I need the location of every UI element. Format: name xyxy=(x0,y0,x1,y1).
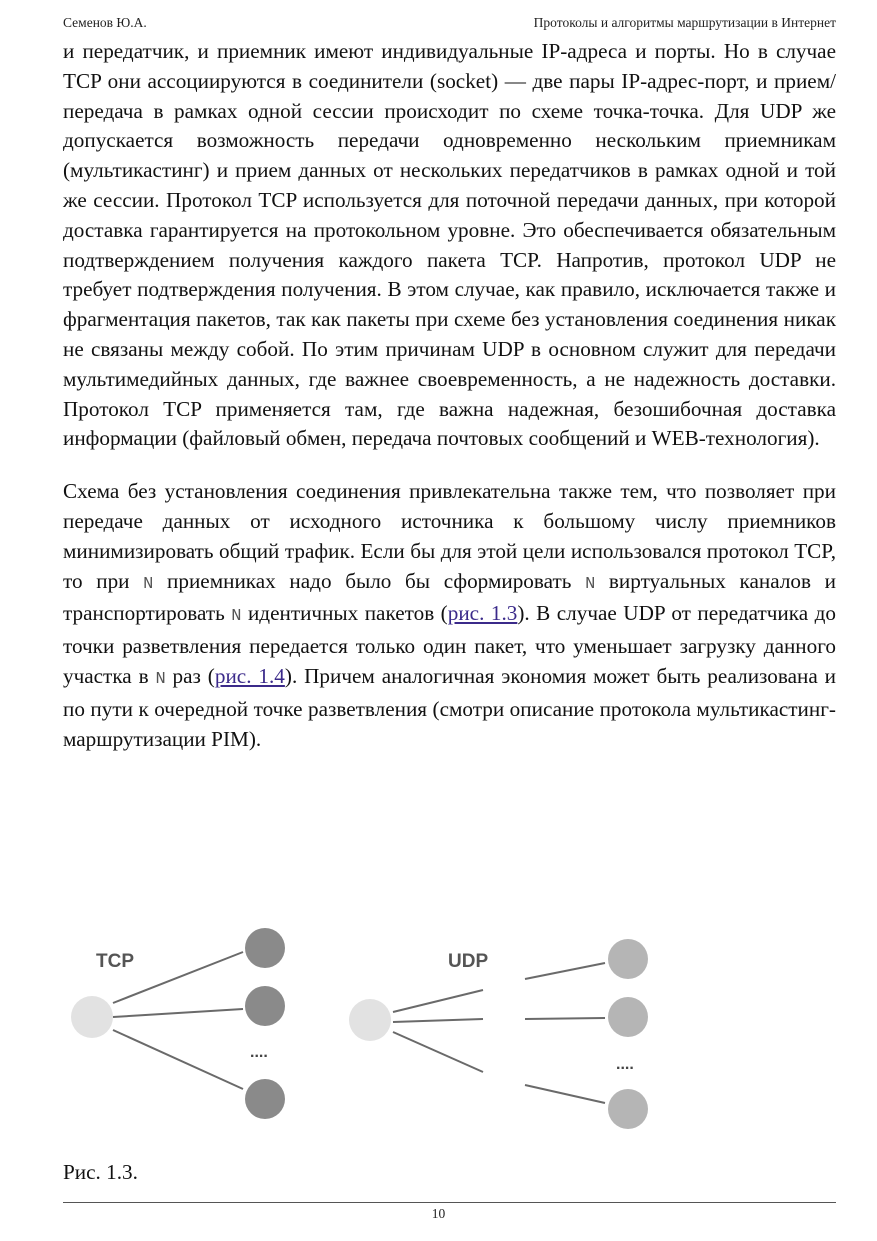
link-fig-1-4[interactable]: рис. 1.4 xyxy=(214,663,285,688)
text-run: идентичных пакетов ( xyxy=(241,601,448,626)
var-n: N xyxy=(143,574,154,594)
tcp-receiver-node xyxy=(245,986,285,1026)
footer-divider xyxy=(63,1202,836,1203)
udp-receiver-node xyxy=(608,939,648,979)
udp-source-node xyxy=(349,999,391,1041)
tcp-receiver-node xyxy=(245,1079,285,1119)
tcp-label: TCP xyxy=(96,951,134,972)
figure-tcp-vs-udp xyxy=(63,915,836,1145)
udp-ellipsis: .... xyxy=(616,1056,634,1073)
paragraph-tcp-udp: и передатчик, и приемник имеют индивидуальные IP-адреса и порты. Но в случае TCP они ассоциируются в соединители (socket) — две пары IP-адрес-порт, и прием/передача в рамках одной сессии происходит по схеме точка-точка. Для UDP же допускается возможность передачи одновременно нескольким приемникам (мультикастинг) и прием данных от нескольких передатчиков в рамках одной и той же сессии. Протокол TCP используется для поточной передачи данных, при которой доставка гарантируется на протокольном уровне. Это обеспечивается обязательным подтверждением получения каждого пакета TCP. Напротив, протокол UDP не требует подтверждения получения. В этом случае, как правило, исключается также и фрагментация пакетов, так как пакеты при схеме без установления соединения никак не связаны между собой. По этим причинам UDP в основном служит для передачи мультимедийных данных, где важнее своевременность, а не надежность доставки. Протокол TCP применяется там, где важна надежная, безошибочная доставка информации (файловый обмен, передача почтовых сообщений и WEB-технология). xyxy=(63,39,836,451)
text-run: приемниках надо было бы сформировать xyxy=(153,568,586,593)
tcp-source-node xyxy=(71,996,113,1038)
udp-label: UDP xyxy=(448,951,489,972)
udp-link-receiver-2 xyxy=(525,1018,605,1019)
udp-link-source-2 xyxy=(393,1019,483,1022)
text-run: раз ( xyxy=(165,663,215,688)
link-fig-1-3[interactable]: рис. 1.3 xyxy=(447,601,518,626)
udp-link-source-1 xyxy=(393,990,483,1012)
udp-link-receiver-1 xyxy=(525,963,605,979)
page-number: 10 xyxy=(431,1206,446,1221)
text-run: Схема без установления соединения привлекательна также тем, что позволяет при передаче данных от исходного источника к большому числу приемников минимизировать общий трафик. Если бы для этой цели использовался протокол TCP, то при xyxy=(63,479,836,593)
header-author: Семенов Ю.А. xyxy=(63,15,147,30)
tcp-ellipsis: .... xyxy=(250,1044,268,1061)
body-text xyxy=(63,37,836,754)
running-header xyxy=(63,15,836,35)
text-run: виртуальных каналов и транспортировать xyxy=(63,568,836,626)
var-n: N xyxy=(231,607,242,627)
text-run: ). Причем аналогичная экономия может быть реализована и по пути к очередной точке разветвления (смотри описание протокола мультикастинг-маршрутизации PIM). xyxy=(63,663,836,751)
paragraph-multicast xyxy=(63,477,836,754)
var-n: N xyxy=(155,669,166,689)
udp-link-receiver-3 xyxy=(525,1085,605,1103)
udp-link-source-3 xyxy=(393,1032,483,1072)
udp-receiver-node xyxy=(608,1089,648,1129)
diagram-svg xyxy=(63,915,836,1145)
figure-caption: Рис. 1.3. xyxy=(63,1160,138,1184)
udp-receiver-node xyxy=(608,997,648,1037)
tcp-receiver-node xyxy=(245,928,285,968)
tcp-link-2 xyxy=(113,1009,243,1017)
tcp-link-3 xyxy=(113,1030,243,1089)
header-book-title: Протоколы и алгоритмы маршрутизации в Интернет xyxy=(533,15,836,30)
var-n: N xyxy=(585,574,596,594)
text-run: ). В случае UDP от передатчика до точки разветвления передается только один пакет, что уменьшает загрузку данного участка в xyxy=(63,601,836,688)
